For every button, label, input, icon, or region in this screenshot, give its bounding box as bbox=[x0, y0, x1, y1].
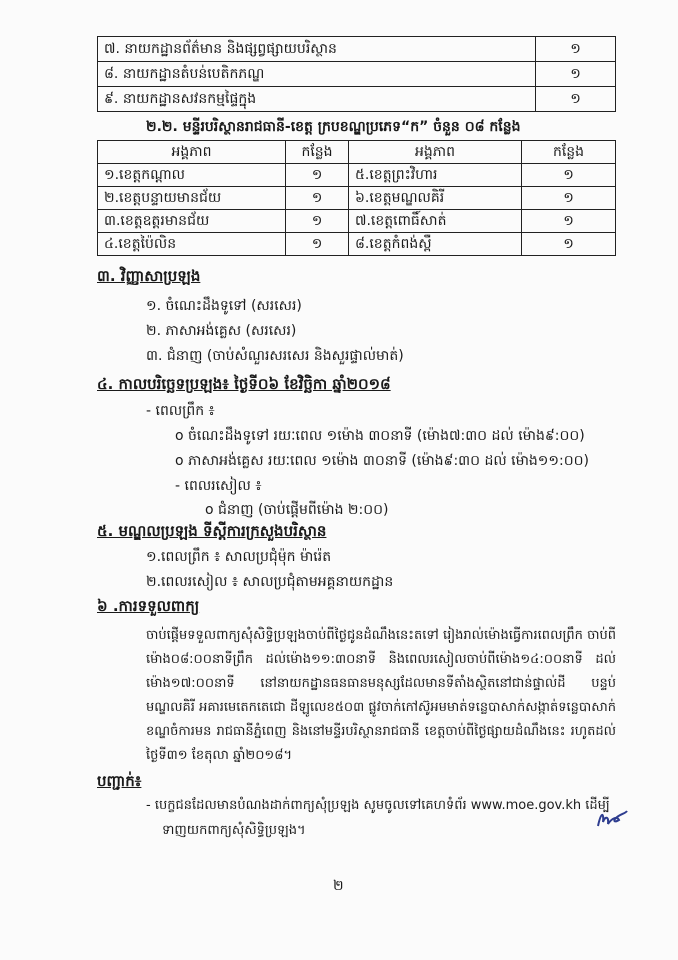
count-cell: ១ bbox=[286, 164, 349, 187]
schedule-item: o ចំណេះដឹងទូទៅ រយៈពេល ១ម៉ោង ៣០នាទី (ម៉ោង៧:៣០ ដល់ ម៉ោង៩:០០) bbox=[175, 428, 585, 444]
header-unit: អង្គភាព bbox=[349, 141, 522, 164]
morning-label: - ពេលព្រឹក ៖ bbox=[146, 403, 215, 419]
section-6-title: ៦ .ការទទួលពាក្យ bbox=[97, 597, 200, 615]
department-name: ៨. នាយកដ្ឋានតំបន់បេតិកភណ្ឌ bbox=[98, 62, 536, 87]
province-cell: ៣.ខេត្តឧត្តរមានជ័យ bbox=[98, 210, 286, 233]
table-row bbox=[98, 210, 616, 233]
department-count: ១ bbox=[536, 62, 616, 87]
province-cell: ១.ខេត្តកណ្តាល bbox=[98, 164, 286, 187]
province-cell: ៥.ខេត្តព្រះវិហារ bbox=[349, 164, 522, 187]
section-4-title: ៤. កាលបរិច្ឆេទប្រឡង៖ ថ្ងៃទី០៦ ខែវិច្ឆិកា ឆ្នាំ២០១៨ bbox=[97, 375, 391, 393]
section-3-title: ៣. វិញ្ញាសាប្រឡង bbox=[97, 267, 201, 285]
count-cell: ១ bbox=[522, 210, 616, 233]
department-name: ៧. នាយកដ្ឋានព័ត៌មាន និងផ្សព្វផ្សាយបរិស្ថាន bbox=[98, 37, 536, 62]
note-title: បញ្ជាក់៖ bbox=[97, 772, 142, 790]
exam-subject: ១. ចំណេះដឹងទូទៅ (សរសេរ) bbox=[146, 298, 302, 314]
province-cell: ៦.ខេត្តមណ្ឌលគិរី bbox=[349, 187, 522, 210]
count-cell: ១ bbox=[286, 233, 349, 256]
table-row bbox=[98, 62, 616, 87]
table-row bbox=[98, 187, 616, 210]
section-5-title: ៥. មណ្ឌលប្រឡង ទីស្តីការក្រសួងបរិស្ថាន bbox=[97, 522, 327, 540]
table-row bbox=[98, 233, 616, 256]
count-cell: ១ bbox=[522, 164, 616, 187]
signature-initials-icon bbox=[595, 808, 629, 830]
header-unit: អង្គភាព bbox=[98, 141, 286, 164]
department-count: ១ bbox=[536, 37, 616, 62]
count-cell: ១ bbox=[522, 233, 616, 256]
schedule-item: o ភាសាអង់គ្លេស រយៈពេល ១ម៉ោង ៣០នាទី (ម៉ោង៩:៣០ ដល់ ម៉ោង១១:០០) bbox=[175, 453, 590, 469]
province-cell: ៤.ខេត្តប៉ៃលិន bbox=[98, 233, 286, 256]
exam-subject: ២. ភាសាអង់គ្លេស (សរសេរ) bbox=[146, 323, 297, 339]
count-cell: ១ bbox=[522, 187, 616, 210]
table-header-row bbox=[98, 141, 616, 164]
department-name: ៩. នាយកដ្ឋានសវនកម្មផ្ទៃក្នុង bbox=[98, 87, 536, 112]
count-cell: ១ bbox=[286, 210, 349, 233]
province-table bbox=[97, 140, 616, 256]
exam-subject: ៣. ជំនាញ (ចាប់សំណួរសរសេរ និងសួរផ្ទាល់មាត់) bbox=[146, 348, 404, 364]
note-line: ទាញយកពាក្យសុំសិទ្ធិប្រឡង។ bbox=[162, 823, 306, 838]
sub-heading: ២.២. មន្ទីរបរិស្ថានរាជធានី-ខេត្ត ក្របខណ្ឌប្រភេទ“ក” ចំនួន ០៨ កន្លែង bbox=[146, 119, 521, 135]
province-cell: ៧.ខេត្តពោធិ៍សាត់ bbox=[349, 210, 522, 233]
header-count: កន្លែង bbox=[522, 141, 616, 164]
province-cell: ៨.ខេត្តកំពង់ស្ពឺ bbox=[349, 233, 522, 256]
province-cell: ២.ខេត្តបន្ទាយមានជ័យ bbox=[98, 187, 286, 210]
table-row bbox=[98, 164, 616, 187]
department-table bbox=[97, 36, 616, 112]
count-cell: ១ bbox=[286, 187, 349, 210]
application-paragraph: ចាប់ផ្តើមទទួលពាក្យសុំសិទ្ធិប្រឡងចាប់ពីថ្ងៃជូនដំណឹងនេះតទៅ រៀងរាល់ម៉ោងធ្វើការពេលព្រឹក ចាប់ពីម៉ោង០៨:០០នាទីព្រឹក ដល់ម៉ោង១១:៣០នាទី និងពេលរសៀលចាប់ពីម៉ោង១៤:០០នាទី ដល់ម៉ោង១៧:០០នាទី នៅនាយកដ្ឋានធនធានមនុស្សដែលមានទីតាំងស្ថិតនៅជាន់ផ្ទាល់ដី បន្ទប់មណ្ឌលគិរី អគារមេតេកតេជោ ដីឡូលេខ៥០៣ ផ្លូវចាក់កៅស៊ូអមមាត់ទន្លេបាសាក់សង្កាត់ទន្លេបាសាក់ ខណ្ឌចំការមន រាជធានីភ្នំពេញ និងនៅមន្ទីរបរិស្ថានរាជធានី ខេត្តចាប់ពីថ្ងៃផ្សាយដំណឹងនេះ រហូតដល់ថ្ងៃទី៣១ ខែតុលា ឆ្នាំ២០១៨។ bbox=[146, 628, 616, 763]
schedule-item: o ជំនាញ (ចាប់ផ្តើមពីម៉ោង ២:០០) bbox=[205, 502, 389, 518]
note-line: - បេក្ខជនដែលមានបំណងដាក់ពាក្យសុំប្រឡង សូមចូលទៅគេហទំព័រ www.moe.gov.kh ដើម្បី bbox=[146, 798, 610, 813]
table-row bbox=[98, 87, 616, 112]
page-number: ២ bbox=[333, 878, 344, 894]
afternoon-label: - ពេលរសៀល ៖ bbox=[175, 478, 262, 494]
department-count: ១ bbox=[536, 87, 616, 112]
exam-venue: ២.ពេលរសៀល ៖ សាលប្រជុំតាមអគ្គនាយកដ្ឋាន bbox=[146, 574, 394, 590]
header-count: កន្លែង bbox=[286, 141, 349, 164]
table-row bbox=[98, 37, 616, 62]
exam-venue: ១.ពេលព្រឹក ៖ សាលប្រជុំម៉ុក ម៉ារ៉េត bbox=[146, 549, 332, 565]
